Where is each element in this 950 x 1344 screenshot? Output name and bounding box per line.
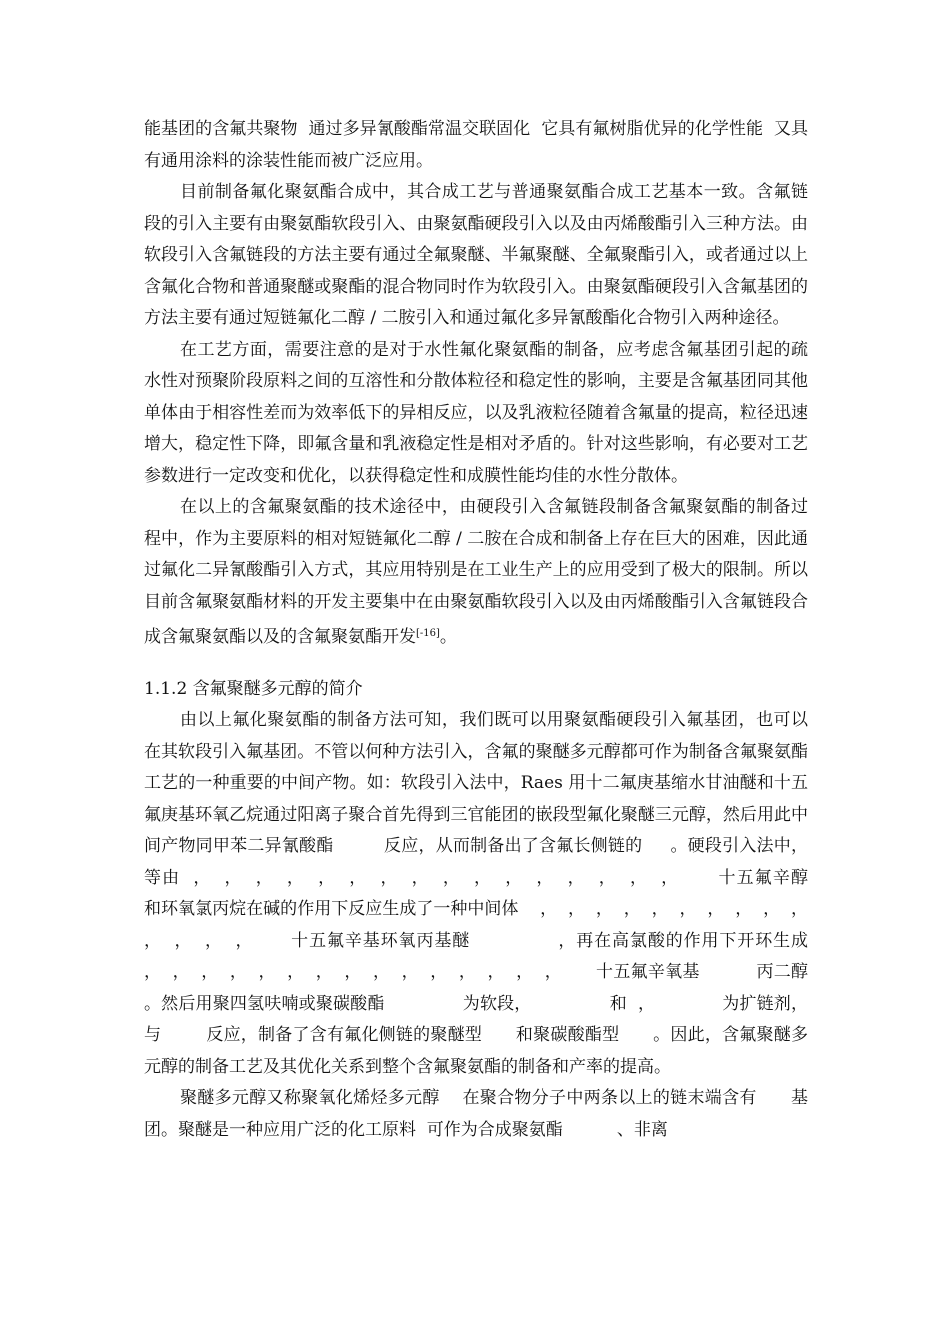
paragraph-end: 。 [439,627,457,647]
paragraph: 聚醚多元醇又称聚氧化烯烃多元醇 在聚合物分子中两条以上的链末端含有 基团。聚醚是一种应用广泛的化工原料 可作为合成聚氨酯 、非离 [144,1088,808,1140]
paragraph [144,492,808,654]
paragraph: 由以上氟化聚氨酯的制备方法可知，我们既可以用聚氨酯硬段引入氟基团，也可以在其软段引入氟基团。不管以何种方法引入，含氟的聚醚多元醇都可作为制备含氟聚氨酯工艺的一种重要的中间产物。如：软段引入法中，Raes 用十二氟庚基缩水甘油醚和十五氟庚基环氧乙烷通过阳离子聚合首先得到三官能团的嵌段型氟化聚醚三元醇，然后用此中间产物同甲苯二异氰酸酯 反应，从而制备出了含氟长侧链的 。硬段引入法中， 等由 ， ， ， ， ， ， ， ， ， ， ， ， ， ， ， ， 十五氟辛醇 和环氧氯丙烷在碱的作用下反应生成了一种中间体 ， ， ， ， ， ， ， ， ， ， ， ， ， ， 十五氟辛基环氧丙基醚 ，再在高氯酸的作用下开环生成 ， ， ， ， ， ， ， ， ， ， ， ， ， ， ， 十五氟辛氧基 丙二醇 。然后用聚四氢呋喃或聚碳酸酯 为软段， 和 ， 为扩链剂，与 反应，制备了含有氟化侧链的聚醚型 和聚碳酸酯型 。因此，含氟聚醚多元醇的制备工艺及其优化关系到整个含氟聚氨酯的制备和产率的提高。 [144,710,895,1077]
paragraph-text: 在以上的含氟聚氨酯的技术途径中，由硬段引入含氟链段制备含氟聚氨酯的制备过程中，作为主要原料的相对短链氟化二醇 / 二胺在合成和制备上存在巨大的困难，因此通过氟化二异氰酸酯引入方式，其应用特别是在工业生产上的应用受到了极大的限制。所以目前含氟聚氨酯材料的开发主要集中在由聚氨酯软段引入以及由丙烯酸酯引入含氟链段合成含氟聚氨酯以及的含氟聚氨酯开发 [144,497,808,647]
paragraph: 能基团的含氟共聚物 通过多异氰酸酯常温交联固化 它具有氟树脂优异的化学性能 又具有通用涂料的涂装性能而被广泛应用。 [144,119,808,171]
paragraph: 目前制备氟化聚氨酯合成中，其合成工艺与普通聚氨酯合成工艺基本一致。含氟链段的引入主要有由聚氨酯软段引入、由聚氨酯硬段引入以及由丙烯酸酯引入三种方法。由软段引入含氟链段的方法主要有通过全氟聚醚、半氟聚醚、全氟聚酯引入，或者通过以上含氟化合物和普通聚醚或聚酯的混合物同时作为软段引入。由聚氨酯硬段引入含氟基团的方法主要有通过短链氟化二醇 / 二胺引入和通过氟化多异氰酸酯化合物引入两种途径。 [144,182,808,328]
paragraph: 在工艺方面，需要注意的是对于水性氟化聚氨酯的制备，应考虑含氟基团引起的疏水性对预聚阶段原料之间的互溶性和分散体粒径和稳定性的影响，主要是含氟基团同其他单体由于相容性差而为效率低下的异相反应，以及乳液粒径随着含氟量的提高，粒径迅速增大，稳定性下降，即氟含量和乳液稳定性是相对矛盾的。针对这些影响，有必要对工艺参数进行一定改变和优化，以获得稳定性和成膜性能均佳的水性分散体。 [144,339,808,486]
citation-superscript: [-16] [416,628,440,639]
section-heading: 1.1.2 含氟聚醚多元醇的简介 [144,678,363,699]
